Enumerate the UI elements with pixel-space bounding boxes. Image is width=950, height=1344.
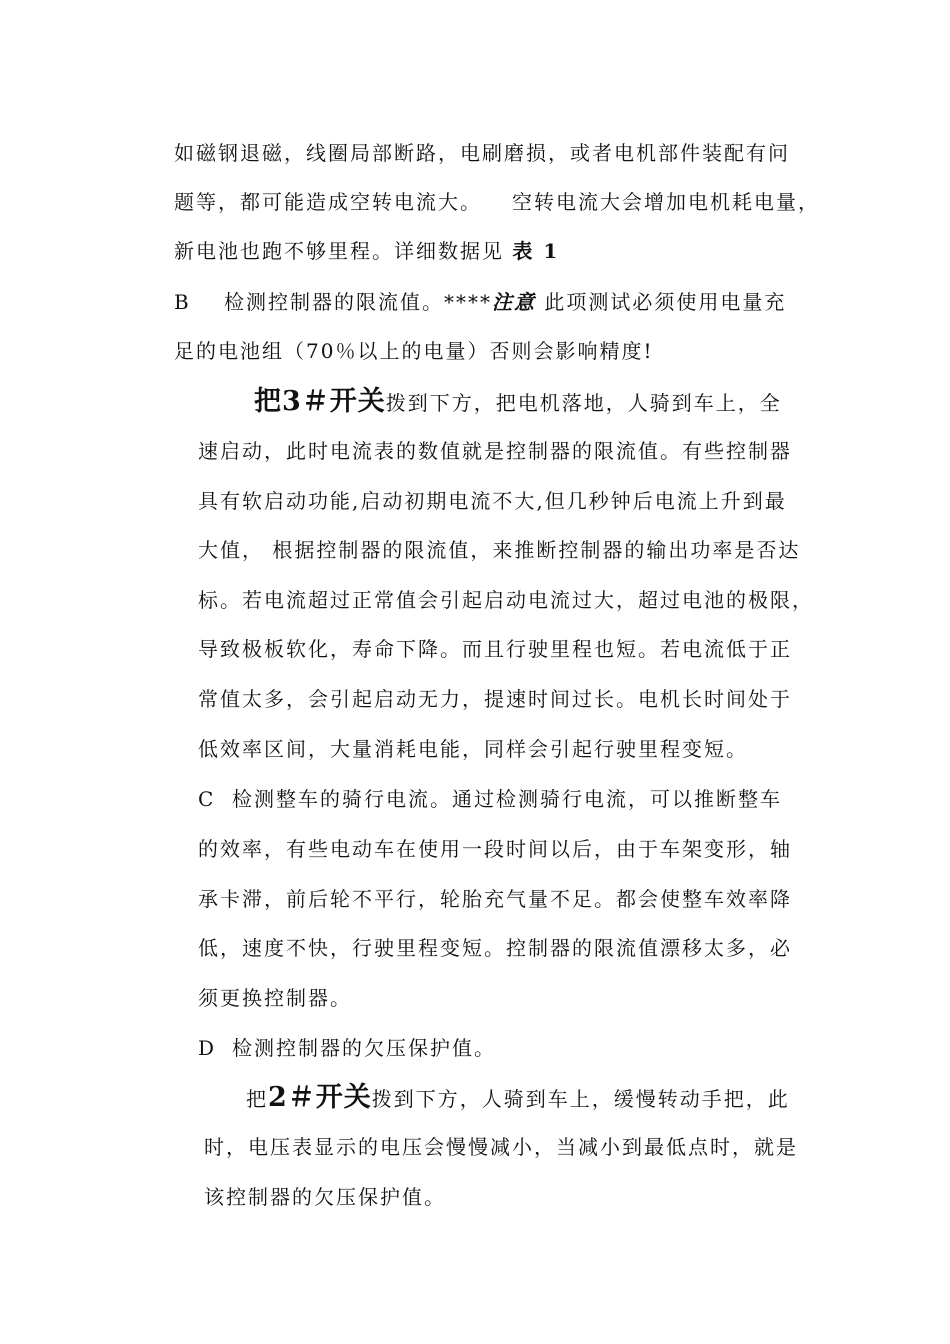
- switch-2-label: 2＃开关: [268, 1082, 372, 1113]
- paragraph-a-line-2: [174, 188, 820, 216]
- section-b-line-2: [174, 337, 654, 365]
- text-span: 空转电流大会增加电机耗电量，: [512, 190, 820, 214]
- section-c-line-4: [198, 934, 792, 962]
- text-span: 须更换控制器。: [198, 986, 352, 1010]
- section-b-body-line-8: [198, 735, 748, 763]
- section-b-body-line-7: [198, 685, 792, 713]
- section-b-title: 检测控制器的限流值。****: [224, 290, 492, 314]
- section-c-label: C: [198, 787, 214, 811]
- section-b-body-line-2: [198, 437, 792, 465]
- text-span: 足的电池组（70％以上的电量）否则会影响精度!: [174, 339, 654, 363]
- text-span: 低，速度不快，行驶里程变短。控制器的限流值漂移太多，必: [198, 936, 792, 960]
- paragraph-a-line-1: [174, 139, 790, 167]
- text-span: 低效率区间，大量消耗电能，同样会引起行驶里程变短。: [198, 737, 748, 761]
- text-span: 具有软启动功能,启动初期电流不大,但几秒钟后电流上升到最: [198, 489, 787, 513]
- section-b-body-line-6: [198, 635, 792, 663]
- section-d-heading: [198, 1034, 496, 1062]
- text-span: 时，电压表显示的电压会慢慢减小，当减小到最低点时，就是: [204, 1135, 798, 1159]
- switch-prefix: 把: [246, 1087, 268, 1111]
- paragraph-a-line-3: [174, 237, 559, 265]
- section-b-heading: [174, 288, 786, 316]
- text-span: 拨到下方，人骑到车上，缓慢转动手把，此: [371, 1087, 790, 1111]
- switch-prefix: 把: [254, 386, 282, 417]
- text-span: 新电池也跑不够里程。详细数据见: [174, 239, 504, 263]
- section-c-line-5: [198, 984, 352, 1012]
- text-span: 标。若电流超过正常值会引起启动电流过大，超过电池的极限，: [198, 588, 814, 612]
- section-b-body-line-4: [198, 536, 800, 564]
- text-span: 的效率，有些电动车在使用一段时间以后，由于车架变形，轴: [198, 837, 792, 861]
- text-span: 常值太多，会引起启动无力，提速时间过长。电机长时间处于: [198, 687, 792, 711]
- text-span: 承卡滞，前后轮不平行，轮胎充气量不足。都会使整车效率降: [198, 887, 792, 911]
- text-span: 速启动，此时电流表的数值就是控制器的限流值。有些控制器: [198, 439, 792, 463]
- note-emphasis: 注意: [492, 290, 536, 314]
- section-b-label: B: [174, 290, 189, 314]
- section-b-body-line-1: [254, 385, 782, 420]
- table-reference: 表 1: [512, 239, 560, 263]
- section-b-body-line-5: [198, 586, 814, 614]
- text-span: 检测整车的骑行电流。通过检测骑行电流，可以推断整车: [232, 787, 782, 811]
- text-span: 题等，都可能造成空转电流大。: [174, 190, 482, 214]
- text-span: 如磁钢退磁，线圈局部断路，电刷磨损，或者电机部件装配有问: [174, 141, 790, 165]
- text-span: 大值， 根据控制器的限流值，来推断控制器的输出功率是否达: [198, 538, 801, 562]
- section-b-title-tail: 此项测试必须使用电量充: [544, 290, 787, 314]
- section-c-line-2: [198, 835, 792, 863]
- text-span: 检测控制器的欠压保护值。: [232, 1036, 496, 1060]
- section-c-line-3: [198, 885, 792, 913]
- section-d-label: D: [198, 1036, 215, 1060]
- section-c-line-1: [198, 785, 782, 813]
- section-b-body-line-3: [198, 487, 787, 515]
- section-d-body-line-1: [246, 1081, 790, 1116]
- text-span: 该控制器的欠压保护值。: [204, 1185, 446, 1209]
- text-span: 拨到下方，把电机落地，人骑到车上，全: [385, 391, 782, 415]
- switch-3-label: 3＃开关: [282, 386, 386, 417]
- section-d-body-line-2: [204, 1133, 798, 1161]
- text-span: 导致极板软化，寿命下降。而且行驶里程也短。若电流低于正: [198, 637, 792, 661]
- section-d-body-line-3: [204, 1183, 446, 1211]
